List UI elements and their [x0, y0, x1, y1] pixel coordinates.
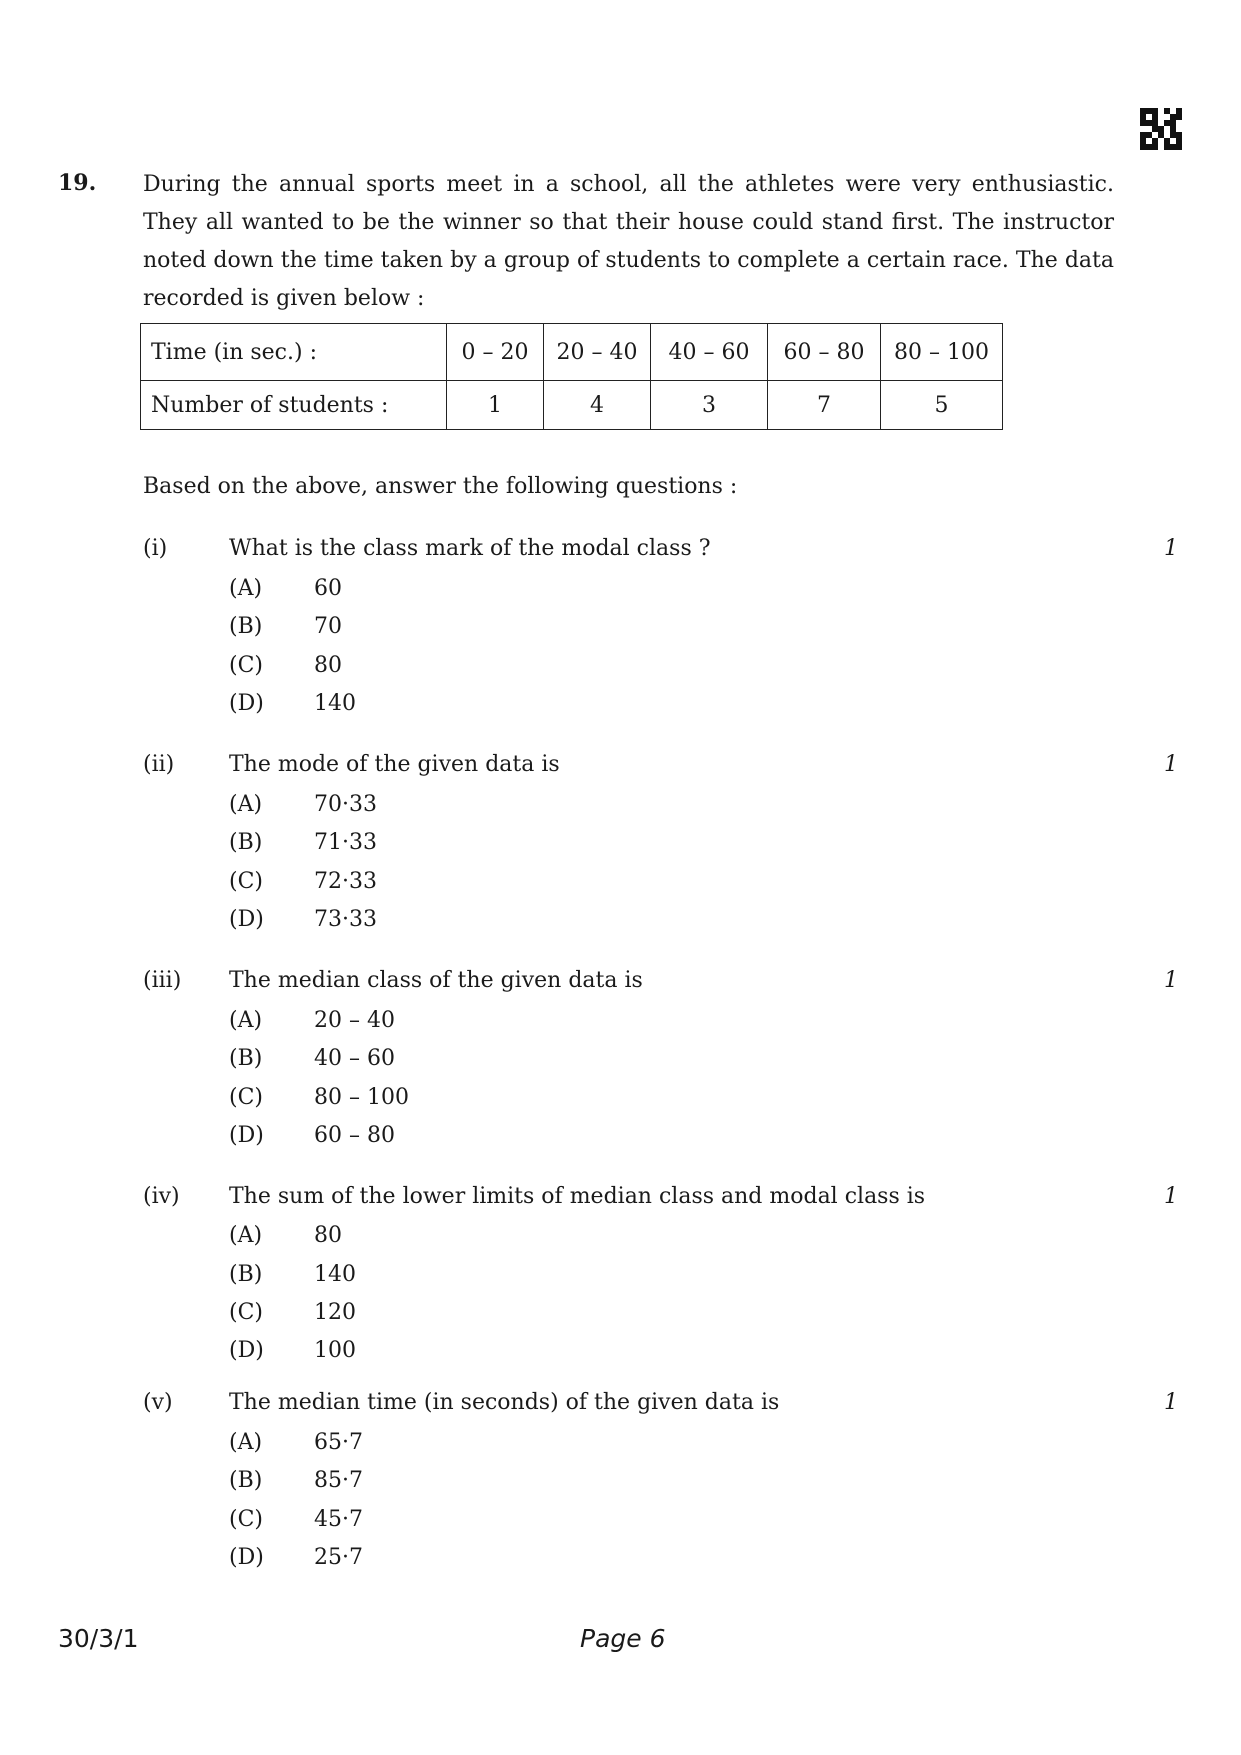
- sub-question-text: What is the class mark of the modal class ?: [229, 536, 711, 561]
- question-number: 19.: [58, 170, 97, 196]
- marks: 1: [1164, 752, 1178, 777]
- option-value: 120: [314, 1300, 356, 1325]
- option-value: 100: [314, 1338, 356, 1363]
- option-value: 20 – 40: [314, 1008, 395, 1033]
- sub-question-number: (ii): [143, 752, 175, 777]
- option-value: 70·33: [314, 792, 377, 817]
- option-letter: (A): [229, 792, 263, 817]
- option-value: 80: [314, 653, 342, 678]
- option-letter: (C): [229, 653, 263, 678]
- option-value: 73·33: [314, 907, 377, 932]
- option-letter: (A): [229, 1223, 263, 1248]
- instructions: Based on the above, answer the following questions :: [143, 474, 738, 499]
- option-value: 140: [314, 1262, 356, 1287]
- option-letter: (D): [229, 691, 264, 716]
- table-cell-class: 20 – 40: [544, 324, 651, 381]
- option-value: 80 – 100: [314, 1085, 409, 1110]
- option-value: 140: [314, 691, 356, 716]
- paper-code: 30/3/1: [58, 1624, 139, 1653]
- table-cell-frequency: 1: [447, 381, 544, 430]
- data-table: [140, 323, 1003, 430]
- option-letter: (C): [229, 1300, 263, 1325]
- option-value: 60: [314, 576, 342, 601]
- sub-question-text: The mode of the given data is: [229, 752, 560, 777]
- table-cell-class: 60 – 80: [768, 324, 881, 381]
- table-row-label-students: Number of students :: [141, 381, 447, 430]
- marks: 1: [1164, 536, 1178, 561]
- table-cell-frequency: 4: [544, 381, 651, 430]
- question-intro: During the annual sports meet in a school, all the athletes were very enthusiastic. They all wanted to be the winner so that their house could stand first. The instructor noted down the time taken by a group of students to complete a certain race. The data recorded is given below :: [143, 172, 1114, 311]
- table-cell-class: 80 – 100: [881, 324, 1003, 381]
- option-letter: (C): [229, 1507, 263, 1532]
- option-value: 65·7: [314, 1430, 363, 1455]
- option-value: 25·7: [314, 1545, 363, 1570]
- option-letter: (C): [229, 869, 263, 894]
- option-letter: (B): [229, 1046, 263, 1071]
- table-cell-frequency: 7: [768, 381, 881, 430]
- option-letter: (B): [229, 1468, 263, 1493]
- option-letter: (A): [229, 576, 263, 601]
- marks: 1: [1164, 1390, 1178, 1415]
- table-cell-frequency: 5: [881, 381, 1003, 430]
- option-value: 70: [314, 614, 342, 639]
- marks: 1: [1164, 1184, 1178, 1209]
- sub-question-number: (i): [143, 536, 168, 561]
- table-cell-class: 0 – 20: [447, 324, 544, 381]
- option-letter: (C): [229, 1085, 263, 1110]
- sub-question-number: (v): [143, 1390, 173, 1415]
- option-letter: (D): [229, 1545, 264, 1570]
- option-value: 85·7: [314, 1468, 363, 1493]
- table-cell-class: 40 – 60: [651, 324, 768, 381]
- option-letter: (B): [229, 1262, 263, 1287]
- option-value: 71·33: [314, 830, 377, 855]
- page-number: Page 6: [580, 1624, 666, 1653]
- table-row: [141, 381, 1003, 430]
- option-value: 60 – 80: [314, 1123, 395, 1148]
- qr-code-icon: [1140, 108, 1182, 150]
- table-cell-frequency: 3: [651, 381, 768, 430]
- option-value: 72·33: [314, 869, 377, 894]
- sub-question-text: The sum of the lower limits of median class and modal class is: [229, 1184, 926, 1209]
- sub-question-number: (iii): [143, 968, 182, 993]
- table-row: [141, 324, 1003, 381]
- option-letter: (A): [229, 1430, 263, 1455]
- sub-question-text: The median class of the given data is: [229, 968, 643, 993]
- option-value: 40 – 60: [314, 1046, 395, 1071]
- option-letter: (A): [229, 1008, 263, 1033]
- table-row-label-time: Time (in sec.) :: [141, 324, 447, 381]
- marks: 1: [1164, 968, 1178, 993]
- option-value: 80: [314, 1223, 342, 1248]
- option-letter: (B): [229, 830, 263, 855]
- option-letter: (D): [229, 1338, 264, 1363]
- option-value: 45·7: [314, 1507, 363, 1532]
- option-letter: (D): [229, 907, 264, 932]
- sub-question-text: The median time (in seconds) of the given data is: [229, 1390, 780, 1415]
- option-letter: (D): [229, 1123, 264, 1148]
- option-letter: (B): [229, 614, 263, 639]
- sub-question-number: (iv): [143, 1184, 180, 1209]
